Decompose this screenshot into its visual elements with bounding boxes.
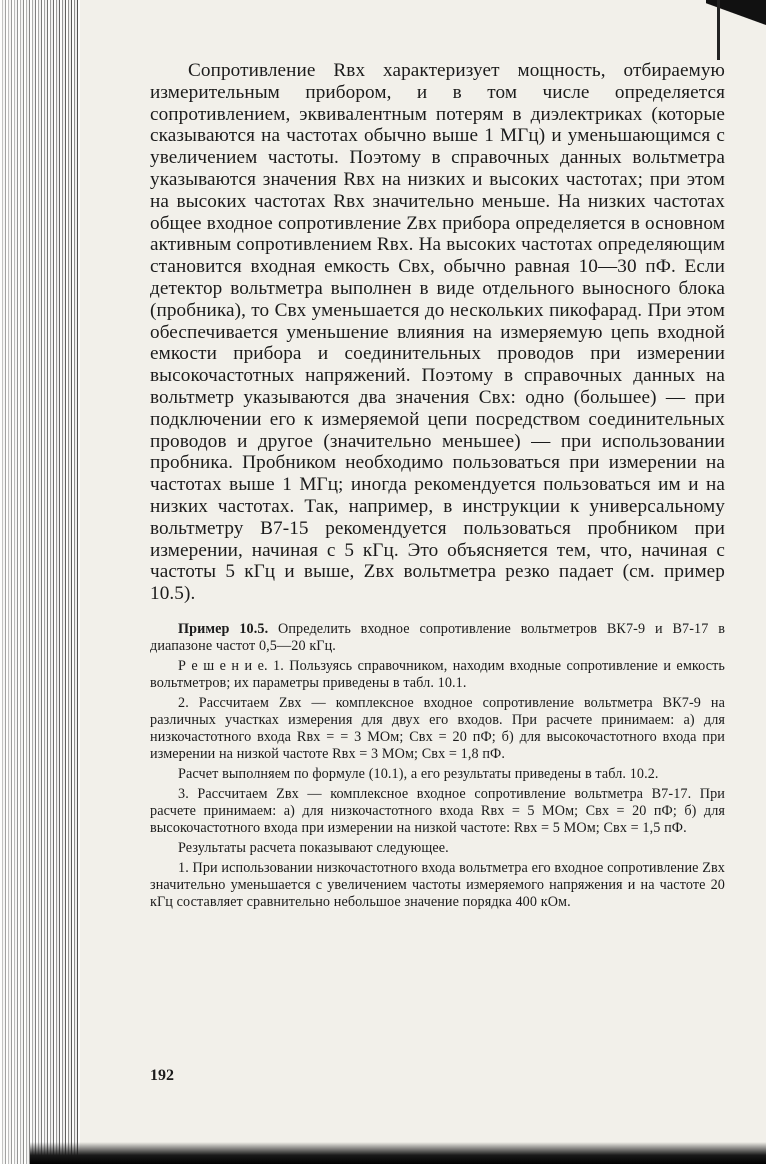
- solution-label: Р е ш е н и е.: [178, 657, 268, 674]
- example-task-text: Определить входное сопротивление вольтметров ВК7-9 и В7-17 в диапазоне частот 0,5—20 кГц.: [150, 620, 726, 654]
- example-heading: Пример 10.5.: [178, 620, 269, 637]
- main-text: [150, 60, 725, 605]
- scan-corner-mark: [706, 0, 766, 40]
- scan-corner-line: [717, 0, 720, 60]
- scan-edge-bottom: [30, 1142, 766, 1164]
- solution-step-1-text: 1. Пользуясь справочником, находим входные сопротивление и емкость вольтметров; их параметры приведены в табл. 10.1.: [150, 657, 725, 691]
- scan-edge-shade: [0, 0, 80, 1164]
- solution-step-3: 3. Рассчитаем Zвх — комплексное входное сопротивление вольтметра В7-17. При расчете принимаем: а) для низкочастотного входа Rвх = 5 МОм; Свх = 20 пФ; б) для высокочастотного входа при измерении на низкой частоте: Rвх = 5 МОм; Свх = 1,5 пФ.: [150, 785, 725, 836]
- result-1: 1. При использовании низкочастотного входа вольтметра его входное сопротивление Zвх значительно уменьшается с увеличением частоты измеряемого напряжения и на частоте 20 кГц составляет сравнительно небольшое значение порядка 400 кОм.: [150, 859, 725, 910]
- solution-step-2: 2. Рассчитаем Zвх — комплексное входное сопротивление вольтметра ВК7-9 на различных участках измерения для двух его входов. При расчете принимаем: а) для низкочастотного входа Rвх = = 3 МОм; Свх = 20 пФ; б) для высокочастотного входа при измерении на низкой частоте Rвх = 3 МОм; Свх = 1,8 пФ.: [150, 694, 725, 762]
- solution-step-1: [150, 658, 725, 692]
- main-paragraph: Сопротивление Rвх характеризует мощность, отбираемую измерительным прибором, и в том числе определяется сопротивлением, эквивалентным потерям в диэлектриках (которые сказываются на частотах обычно выше 1 МГц) и уменьшающимся с увеличением частоты. Поэтому в справочных данных вольтметра указываются значения Rвх на низких и высоких частотах; при этом на высоких частотах Rвх значительно меньше. На низких частотах общее входное сопротивление Zвх прибора определяется в основном активным сопротивлением Rвх. На высоких частотах определяющим становится входная емкость Свх, обычно равная 10—30 пФ. Если детектор вольтметра выполнен в виде отдельного выносного блока (пробника), то Свх уменьшается до нескольких пикофарад. При этом обеспечивается уменьшение влияния на измеряемую цепь входной емкости прибора и соединительных проводов при измерении высокочастотных напряжений. Поэтому в справочных данных на вольтметр указываются два значения Свх: одно (большее) — при подключении его к измеряемой цепи посредством соединительных проводов и другое (значительно меньшее) — при использовании пробника. Пробником необходимо пользоваться при измерении на частотах выше 1 МГц; иногда рекомендуется пользоваться им и на низких частотах. Так, например, в инструкции к универсальному вольтметру В7-15 рекомендуется пользоваться пробником при измерении, начиная с 5 кГц. Это объясняется тем, что, начиная с частоты 5 кГц и выше, Zвх вольтметра резко падает (см. пример 10.5).: [150, 60, 725, 605]
- page-number: 192: [150, 1067, 174, 1084]
- calculation-note: Расчет выполняем по формуле (10.1), а его результаты приведены в табл. 10.2.: [178, 765, 659, 782]
- book-page: [150, 60, 725, 911]
- example-block: [150, 621, 725, 911]
- example-task: [150, 621, 725, 655]
- results-intro: Результаты расчета показывают следующее.: [178, 839, 449, 856]
